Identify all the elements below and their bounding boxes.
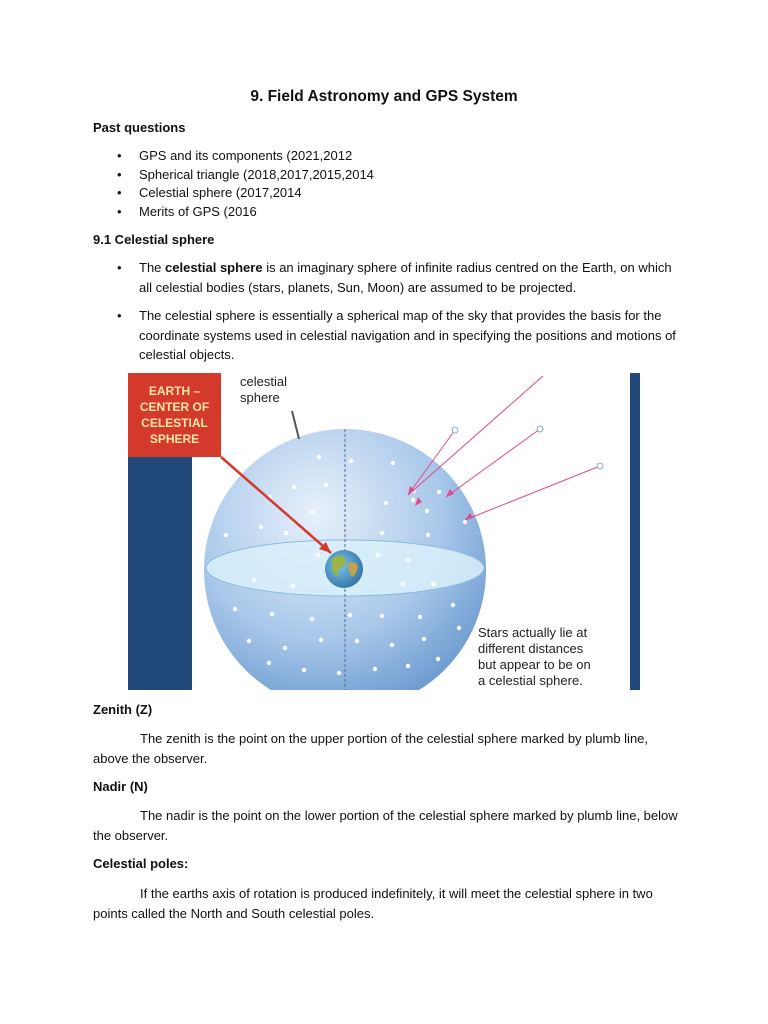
nadir-heading: Nadir (N) bbox=[93, 779, 148, 794]
celestial-poles-heading: Celestial poles: bbox=[93, 856, 189, 871]
list-item: • GPS and its components (2021,2012 bbox=[117, 147, 374, 166]
list-item: • Spherical triangle (2018,2017,2015,2014 bbox=[117, 166, 374, 185]
celestial-poles-definition: If the earths axis of rotation is produced indefinitely, it will meet the celestial sphere in two points called the North and South celestial poles. bbox=[93, 886, 653, 921]
figure-caption: Stars actually lie at different distances but appear to be on a celestial sphere. bbox=[478, 625, 591, 688]
bullet-glyph: • bbox=[117, 204, 122, 220]
celestial-sphere-label: celestial sphere bbox=[240, 374, 287, 405]
bullet-glyph: • bbox=[117, 148, 122, 163]
section-heading-celestial-sphere: 9.1 Celestial sphere bbox=[93, 232, 215, 247]
bullet-glyph: • bbox=[117, 185, 122, 201]
bullet-glyph: • bbox=[117, 308, 122, 323]
celestial-sphere-figure bbox=[128, 373, 640, 690]
bold-term: celestial sphere bbox=[165, 260, 263, 275]
list-item: • Merits of GPS (2016 bbox=[117, 203, 374, 222]
earth-center-label: EARTH – CENTER OF CELESTIAL SPHERE bbox=[128, 373, 221, 457]
past-questions-heading: Past questions bbox=[93, 120, 186, 135]
list-item: • Celestial sphere (2017,2014 bbox=[117, 184, 374, 203]
distant-star-icons bbox=[452, 426, 603, 469]
celestial-sphere-description: • The celestial sphere is essentially a spherical map of the sky that provides the basis for the coordinate systems used in celestial navigation and in specifying the positions and motions of celestial objects. bbox=[117, 308, 676, 362]
sphere-pointer-line bbox=[292, 411, 299, 439]
celestial-sphere-definition: • The celestial sphere is an imaginary sphere of infinite radius centred on the Earth, on which all celestial bodies (stars, planets, Sun, Moon) are assumed to be projected. bbox=[117, 260, 672, 295]
bullet-glyph: • bbox=[117, 260, 122, 275]
nadir-definition: The nadir is the point on the lower portion of the celestial sphere marked by plumb line, below the observer. bbox=[93, 808, 678, 843]
bullet-glyph: • bbox=[117, 166, 122, 182]
zenith-heading: Zenith (Z) bbox=[93, 702, 153, 717]
past-questions-list bbox=[117, 147, 374, 222]
page-title: 9. Field Astronomy and GPS System bbox=[250, 88, 518, 105]
zenith-definition: The zenith is the point on the upper portion of the celestial sphere marked by plumb line, above the observer. bbox=[93, 731, 649, 766]
